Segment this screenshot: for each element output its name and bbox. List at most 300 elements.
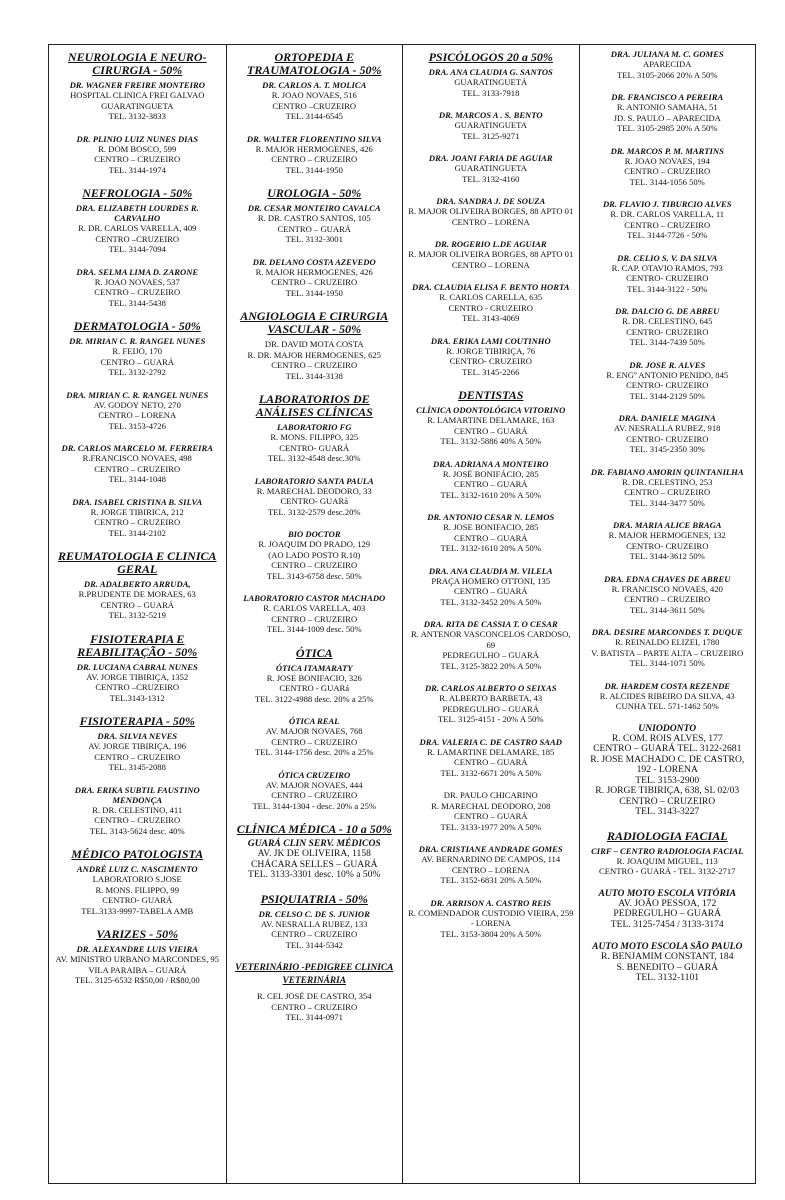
entry-line: R. DR. CELESTINO, 253: [622, 476, 713, 487]
entry-name: ÓTICA ITAMARATY: [275, 662, 353, 673]
entry-name: DRA. DANIELE MAGINA: [618, 413, 716, 423]
entry-line: CENTRO – CRUZEIRO: [94, 287, 181, 297]
entry-line: R. COM. ROIS ALVES, 177: [611, 732, 723, 744]
entry-name: DR. HARDEM COSTA REZENDE: [604, 680, 731, 691]
entry-name: DR. JOSE R. ALVES: [629, 359, 706, 370]
entry-line: LABORATORIO S.JOSE: [92, 874, 182, 884]
entry-line: CENTRO- GUARÁ: [102, 895, 173, 905]
directory-sheet: [48, 44, 756, 1184]
entry-line: TEL. 3144-2129 50%: [629, 390, 705, 401]
section-heading: DERMATOLOGIA - 50%: [73, 319, 201, 333]
entry-line: PEDREGULHO – GUARÁ: [613, 908, 722, 919]
entry-line: CENTRO – CRUZEIRO: [271, 560, 358, 570]
section-heading: VETERINÁRIO -PEDIGREE CLINICA VETERINÁRIA: [235, 963, 394, 986]
entry-line: TEL. 3132-1610 20% A 50%: [440, 489, 541, 500]
entry-name: DR. CELIO S. V. DA SILVA: [617, 252, 718, 263]
entry-name: DRA. SILVIA NEVES: [97, 731, 178, 741]
entry-line: CENTRO- CRUZEIRO: [626, 433, 709, 444]
directory-entry: [230, 770, 400, 812]
entry-line: TEL. 3133-7918: [462, 87, 520, 98]
column-2: [226, 45, 403, 1183]
entry-line: TEL. 3105-2066 20% A 50%: [617, 69, 718, 80]
entry-line: CENTRO – LORENA: [451, 259, 530, 270]
directory-entry: [52, 267, 223, 309]
entry-line: TEL. 3144-3477 50%: [629, 497, 705, 508]
entry-line: AV. NESRALLA RUBEZ, 918: [614, 423, 721, 433]
entry-name: DR. FABIANO AMORIN QUINTANILHA: [590, 466, 744, 477]
entry-line: CENTRO- CRUZEIRO: [626, 380, 709, 390]
directory-entry: [583, 467, 753, 509]
entry-name: DR. ALEXANDRE LUIS VIEIRA: [76, 944, 198, 954]
entry-name: DR. CESAR MONTEIRO CAVALCA: [247, 203, 381, 213]
entry-line: TEL. 3144-0971: [285, 1012, 343, 1022]
entry-name: DRA. ANA CLAUDIA M. VILELA: [428, 565, 553, 576]
entry-name: DR. ROGERIO L.DE AGUIAR: [434, 239, 547, 249]
directory-entry: [230, 203, 400, 245]
entry-line: CENTRO – CRUZEIRO: [624, 487, 711, 497]
entry-line: CENTRO – LORENA: [98, 410, 177, 420]
entry-line: TEL. 3133-3301 desc. 10% a 50%: [248, 869, 381, 880]
entry-name: DR. FLAVIO J. TIBURCIO ALVES: [602, 199, 732, 209]
entry-line: TEL. 3122-4988 desc. 20% a 25%: [254, 693, 374, 704]
entry-line: TEL.3143-1312: [109, 692, 165, 703]
entry-name: DRA. ANA CLAUDIA G. SANTOS: [428, 67, 553, 77]
entry-line: TEL. 3144-5342: [285, 939, 343, 950]
directory-entry: [583, 306, 753, 348]
entry-line: R. JOSE BONIFACIO, 326: [266, 672, 362, 683]
entry-line: PEDREGULHO – GUARÁ: [442, 703, 539, 714]
entry-line: AV. JORGE TIBIRIÇA, 196: [88, 741, 187, 751]
entry-line: R. BENJAMIM CONSTANT, 184: [600, 951, 734, 962]
directory-entry: [406, 239, 576, 270]
entry-line: CENTRO – GUARÁ TEL. 3122-2681: [593, 743, 742, 754]
entry-line: CENTRO –CRUZEIRO: [95, 682, 180, 692]
entry-line: TEL. 3132-3452 20% A 50%: [440, 596, 541, 607]
entry-line: CENTRO – CRUZEIRO: [271, 360, 358, 370]
entry-line: R. DR. MAJOR HERMOGENES, 625: [247, 349, 381, 360]
entry-line: CENTRO – CRUZEIRO: [271, 736, 358, 747]
entry-line: R. JOSÉ BONIFÁCIO, 285: [442, 468, 539, 479]
directory-entry: [583, 253, 753, 295]
directory-entry: [230, 663, 400, 705]
directory-entry: [230, 339, 400, 381]
entry-line: R.PRUDENTE DE MORAES, 63: [78, 589, 196, 599]
entry-line: TEL. 3132-2792: [108, 367, 166, 377]
entry-line: TEL. 3132-3833: [108, 111, 166, 121]
entry-line: APARECIDA: [643, 59, 692, 69]
directory-entry: [583, 360, 753, 402]
entry-line: TEL. 3144-1056 50%: [629, 176, 705, 187]
directory-entry: [52, 785, 223, 837]
entry-line: R. JOAQUIM DO PRADO, 129: [258, 539, 371, 549]
directory-entry: [406, 737, 576, 779]
directory-entry: [406, 405, 576, 447]
column-4: [579, 45, 756, 1183]
entry-line: AV. MAJOR NOVAES, 444: [265, 779, 363, 790]
entry-line: TEL. 3125-9271: [462, 130, 520, 141]
entry-line: CENTRO – CRUZEIRO: [271, 277, 358, 287]
entry-line: R. DR. CELESTINO, 645: [622, 316, 713, 326]
entry-name: DRA. SELMA LIMA D. ZARONE: [76, 266, 199, 277]
directory-entry: [230, 134, 400, 176]
entry-line: GUARATINGUETA: [454, 163, 527, 173]
entry-line: TEL. 3144-5438: [108, 297, 166, 308]
entry-line: AV. GODOY NETO, 270: [93, 399, 181, 410]
entry-line: TEL. 3144-3611 50%: [629, 604, 705, 615]
entry-line: R. JOSE BONIFACIO, 285: [443, 522, 539, 532]
entry-name: DRA. DESIRE MARCONDES T. DUQUE: [591, 627, 743, 637]
entry-line: R. FRANCISCO NOVAES, 420: [611, 583, 723, 594]
entry-line: R. CEL JOSÉ DE CASTRO, 354: [256, 991, 372, 1001]
directory-entry: [406, 459, 576, 501]
entry-line: VILA PARAIBA – GUARÁ: [88, 964, 187, 975]
entry-line: R. DOM BOSCO, 599: [98, 143, 177, 154]
entry-line: R. DR. CARLOS VARELLA, 11: [610, 209, 725, 219]
section-heading: FISIOTERAPIA E REABILITAÇÃO - 50%: [77, 631, 198, 659]
entry-line: TEL. 3143-6758 desc. 50%: [266, 570, 362, 581]
entry-line: R. MARECHAL DEODORO, 208: [431, 800, 551, 811]
entry-line: CENTRO – CRUZEIRO: [94, 463, 181, 474]
entry-line: R. ALBERTO BARBETA, 43: [439, 693, 543, 703]
section-heading: MÉDICO PATOLOGISTA: [71, 847, 204, 861]
entry-line: R. ANTONIO SAMAHA, 51: [616, 102, 718, 112]
entry-line: CENTRO – CRUZEIRO: [271, 790, 358, 800]
entry-line: CENTRO- GUARÁ: [279, 442, 350, 453]
section-heading: VARIZES - 50%: [96, 927, 179, 941]
directory-entry: [52, 731, 223, 773]
entry-line: CENTRO - GUARá: [279, 683, 350, 693]
entry-line: TEL. 3132-5219: [108, 610, 166, 620]
directory-entry: [583, 146, 753, 188]
entry-line: TEL. 3143-4069: [462, 313, 520, 323]
entry-line: TEL. 3144-3612 50%: [629, 551, 705, 561]
directory-entry: [406, 336, 576, 378]
entry-name: DRA. MARIA ALICE BRAGA: [612, 520, 722, 530]
directory-entry: [230, 476, 400, 518]
entry-line: CENTRO – CRUZEIRO: [94, 751, 181, 762]
entry-line: GUARATINGUETÁ: [454, 77, 528, 87]
entry-line: R. JORGE TIBIRIÇA, 76: [446, 345, 536, 356]
directory-entry: [52, 944, 223, 986]
entry-line: TEL. 3132-4160: [462, 173, 520, 184]
entry-line: CHÁCARA SELLES – GUARÁ: [250, 858, 378, 870]
directory-entry: [406, 196, 576, 227]
entry-line: CENTRO – CRUZEIRO: [619, 795, 716, 807]
entry-line: TEL. 3144-1048: [108, 474, 166, 484]
entry-line: TEL. 3144-7726 - 50%: [627, 230, 708, 240]
entry-line: R. LAMARTINE DELAMARE, 185: [427, 746, 555, 757]
entry-line: R. JOAO NOVAES, 537: [94, 276, 180, 287]
entry-line: TEL. 3105-2985 20% A 50%: [617, 123, 718, 133]
entry-name: DR. LUCIANA CABRAL NUNES: [76, 661, 198, 672]
entry-name: DRA. SANDRA J. DE SOUZA: [436, 196, 546, 206]
entry-line: R. CARLOS CARELLA, 635: [439, 292, 543, 302]
entry-line: CUNHA TEL. 571-1462 50%: [615, 701, 719, 711]
entry-line: CENTRO – CRUZEIRO: [271, 613, 358, 624]
entry-line: CENTRO- CRUZEIRO: [449, 356, 532, 366]
entry-name: DR. CARLOS A. T. MOLICA: [262, 80, 367, 90]
entry-name: UNIODONTO: [638, 722, 697, 734]
entry-name: DRA. CRISTIANE ANDRADE GOMES: [418, 844, 563, 854]
section-heading: DENTISTAS: [458, 388, 524, 402]
section-heading: PSIQUIATRIA - 50%: [260, 891, 368, 906]
entry-line: TEL. 3145-2350 30%: [629, 444, 705, 454]
entry-line: GUARATINGUETA: [101, 100, 174, 111]
entry-line: R. JOSE MACHADO C. DE CASTRO, 192 - LORENA: [590, 753, 745, 775]
entry-line: CENTRO – LORENA: [451, 216, 530, 227]
entry-line: CENTRO – CRUZEIRO: [271, 929, 358, 939]
directory-entry: [230, 529, 400, 581]
entry-line: CENTRO – GUARÁ: [453, 586, 528, 596]
entry-line: CENTRO- CRUZEIRO: [626, 540, 709, 551]
section-heading: PSICÓLOGOS 20 a 50%: [428, 50, 553, 64]
directory-entry: [406, 844, 576, 886]
directory-entry: [406, 282, 576, 324]
entry-line: CENTRO – CRUZEIRO: [94, 815, 181, 825]
directory-entry: [230, 839, 400, 881]
directory-entry: [406, 153, 576, 184]
entry-line: R. MAJOR OLIVEIRA BORGES, 88 APTO 01: [408, 249, 574, 259]
entry-line: CENTRO – GUARÁ: [453, 811, 528, 821]
entry-line: R.FRANCISCO NOVAES, 498: [82, 453, 192, 463]
entry-line: TEL. 3132-1101: [635, 972, 700, 983]
entry-name: DR. CARLOS ALBERTO O SEIXAS: [424, 683, 557, 693]
directory-entry: [583, 49, 753, 80]
entry-line: TEL. 3132-2579 desc.20%: [267, 506, 361, 517]
entry-name: ANDRÉ LUIZ C. NASCIMENTO: [76, 864, 198, 874]
directory-entry: [583, 846, 753, 877]
entry-name: DRA. VALERIA C. DE CASTRO SAAD: [419, 736, 562, 747]
entry-line: TEL. 3153-4726: [108, 420, 166, 431]
entry-line: CENTRO – CRUZEIRO: [624, 594, 711, 604]
entry-name: DRA. ERIKA SUBTIL FAUSTINO MENDONÇA: [74, 784, 200, 805]
entry-line: TEL. 3132-6671 20% A 50%: [440, 767, 541, 778]
entry-name: AUTO MOTO ESCOLA VITÓRIA: [598, 887, 736, 899]
entry-name: CLÍNICA ODONTOLÓGICA VITORINO: [416, 405, 566, 415]
entry-line: R. ALCIDES RIBEIRO DA SILVA, 43: [599, 690, 735, 701]
entry-line: PEDREGULHO – GUARÁ: [442, 650, 539, 660]
entry-line: CENTRO – GUARÁ: [453, 532, 528, 543]
entry-line: CENTRO – CRUZEIRO: [94, 517, 181, 527]
entry-name: DR. DELANO COSTA AZEVEDO: [252, 256, 376, 267]
entry-line: CENTRO – GUARÁ: [453, 757, 528, 767]
entry-line: TEL. 3144-6545: [285, 111, 343, 121]
entry-line: TEL. 3144-1950: [285, 164, 343, 175]
entry-line: CENTRO- CRUZEIRO: [626, 273, 709, 283]
entry-line: CENTRO – CRUZEIRO: [624, 166, 711, 176]
entry-line: R. JOAQUIM MIGUEL, 113: [616, 855, 718, 866]
entry-line: (AO LADO POSTO R.10): [268, 549, 361, 560]
entry-line: TEL. 3153-3804 20% A 50%: [440, 928, 541, 939]
directory-entry: [406, 67, 576, 98]
entry-name: ÓTICA CRUZEIRO: [278, 769, 351, 780]
entry-line: R. JORGE TIBIRICA, 212: [90, 506, 184, 517]
entry-name: DR. ARRISON A. CASTRO REIS: [430, 897, 552, 908]
entry-name: DR. DALCIO G. DE ABREU: [615, 306, 720, 316]
section-heading: NEFROLOGIA - 50%: [82, 186, 193, 200]
directory-entry: [406, 898, 576, 940]
directory-entry: [52, 390, 223, 432]
entry-line: AV. JORGE TIBIRIÇA, 1352: [86, 671, 189, 682]
directory-entry: [583, 413, 753, 455]
entry-line: PRAÇA HOMERO OTTONI, 135: [431, 575, 551, 586]
section-heading: LABORATORIOS DE ANÁLISES CLÍNICAS: [255, 392, 373, 419]
entry-line: TEL. 3145-2266: [462, 366, 520, 377]
entry-line: TEL. 3133-1977 20% A 50%: [440, 821, 541, 832]
entry-line: TEL. 3132-3001: [285, 234, 343, 244]
entry-line: R. DR. CASTRO SANTOS, 105: [257, 213, 371, 223]
directory-entry: [583, 627, 753, 669]
entry-line: TEL. 3144-1304 - desc. 20% a 25%: [252, 800, 377, 811]
entry-line: AV. BERNARDINO DE CAMPOS, 114: [421, 854, 561, 864]
entry-line: AV. MINISTRO URBANO MARCONDES, 95: [55, 954, 219, 964]
entry-line: AV. NESRALLA RUBEZ, 133: [261, 918, 368, 929]
entry-line: CENTRO – GUARÁ: [277, 223, 352, 234]
entry-line: CENTRO – LORENA: [451, 864, 530, 875]
entry-line: R. JOAO NOVAES, 194: [624, 155, 710, 166]
entry-name: DR. MARCOS A . S. BENTO: [438, 110, 543, 120]
entry-name: LABORATORIO SANTA PAULA: [254, 475, 374, 486]
entry-line: TEL. 3144-1974: [108, 164, 166, 175]
entry-line: CENTRO – CRUZEIRO: [271, 154, 358, 164]
directory-entry: [52, 80, 223, 122]
section-heading: RADIOLOGIA FACIAL: [606, 828, 728, 843]
entry-line: TEL. 3145-2088: [108, 762, 166, 772]
entry-line: TEL. 3144-3122 - 50%: [627, 283, 708, 294]
entry-name: DR. ANTONIO CESAR N. LEMOS: [427, 512, 555, 522]
entry-name: LABORATORIO FG: [276, 422, 352, 432]
directory-entry: [230, 991, 400, 1023]
entry-line: TEL. 3125-6532 R$50,00 / R$80,00: [74, 975, 200, 985]
directory-entry: [230, 593, 400, 635]
directory-entry: [230, 909, 400, 951]
entry-name: DRA. JOANI FARIA DE AGUIAR: [428, 153, 553, 163]
entry-line: R. CARLOS VARELLA, 403: [263, 603, 366, 613]
directory-entry: [583, 92, 753, 134]
entry-name: BIO DOCTOR: [287, 529, 341, 539]
entry-line: R. ENGº ANTONIO PENIDO, 845: [606, 369, 729, 380]
directory-entry: [230, 257, 400, 299]
directory-entry: [52, 134, 223, 176]
directory-entry: [406, 619, 576, 671]
entry-line: TEL. 3125-3822 20% A 50%: [440, 660, 541, 671]
entry-name: DRA. ADRIANA A MONTEIRO: [433, 458, 549, 469]
entry-line: R. JOAO NOVAES, 516: [271, 90, 357, 100]
entry-line: R. MONS. FILIPPO, 99: [95, 884, 180, 895]
entry-line: R. FEIJO, 170: [112, 346, 163, 356]
entry-line: TEL. 3132-5886 40% A 50%: [440, 436, 541, 446]
entry-name: DRA. JULIANA M. C. GOMES: [610, 49, 724, 59]
entry-line: CENTRO – GUARÁ: [100, 356, 175, 367]
entry-line: CENTRO- CRUZEIRO: [626, 326, 709, 337]
entry-name: DRA. CLAUDIA ELISA F. BENTO HORTA: [411, 282, 570, 292]
entry-line: HOSPITAL CLINICA FREI GALVAO: [70, 90, 205, 100]
entry-line: GUARATINGUETA: [454, 120, 527, 130]
entry-line: R. DR. CARLOS VARELLA, 409: [78, 223, 197, 233]
entry-line: AV. JOÃO PESSOA, 172: [618, 897, 717, 909]
entry-line: TEL. 3125-7454 / 3133-3174: [610, 918, 724, 930]
directory-entry: [230, 80, 400, 122]
column-3: [402, 45, 579, 1183]
directory-entry: [406, 110, 576, 141]
entry-line: R. LAMARTINE DELAMARE, 163: [427, 415, 555, 425]
entry-line: S. BENEDITO – GUARÁ: [616, 961, 719, 973]
section-heading: FISIOTERAPIA - 50%: [79, 714, 195, 728]
directory-entry: [52, 579, 223, 621]
directory-entry: [583, 199, 753, 241]
directory-entry: [406, 566, 576, 608]
entry-name: ÓTICA REAL: [289, 716, 340, 726]
entry-line: AV. MAJOR NOVAES, 768: [265, 726, 363, 736]
section-heading: UROLOGIA - 50%: [267, 186, 362, 200]
entry-name: DRA. ELIZABETH LOURDES R. CARVALHO: [75, 203, 199, 223]
entry-name: LABORATORIO CASTOR MACHADO: [243, 593, 386, 603]
entry-line: TEL. 3144-2102: [108, 527, 166, 538]
directory-entry: [583, 574, 753, 616]
entry-name: AUTO MOTO ESCOLA SÃO PAULO: [592, 941, 743, 952]
entry-line: CENTRO- GUARá: [280, 496, 349, 506]
column-1: [49, 45, 226, 1183]
entry-line: CENTRO – CRUZEIRO: [271, 1001, 358, 1012]
entry-line: R. REINALDO ELIZEI, 1780: [615, 637, 720, 647]
entry-line: R. MARECHAL DEODORO, 33: [256, 485, 372, 496]
directory-entry: [52, 336, 223, 378]
entry-line: DR. PAULO CHICARINO: [443, 790, 538, 800]
directory-entry: [406, 512, 576, 554]
section-heading: ORTOPEDIA E TRAUMATOLOGIA - 50%: [247, 50, 382, 77]
entry-line: R. MONS. FILIPPO, 325: [270, 432, 359, 442]
entry-line: CENTRO - GUARÁ - TEL. 3132-2717: [599, 866, 736, 876]
entry-line: TEL. 3132-4548 desc.30%: [267, 453, 361, 463]
entry-name: DR. ADALBERTO ARRUDA,: [83, 579, 191, 589]
entry-name: DR. MARCOS P. M. MARTINS: [610, 145, 724, 156]
entry-line: CENTRO – GUARÁ: [453, 479, 528, 489]
directory-entry: [230, 716, 400, 758]
entry-name: DRA. ISABEL CRISTINA B. SILVA: [72, 496, 203, 507]
entry-line: TEL. 3132-1610 20% A 50%: [440, 543, 541, 553]
entry-name: GUARÁ CLIN SERV. MÉDICOS: [247, 838, 381, 849]
entry-line: TEL. 3153-2900: [635, 774, 700, 786]
directory-entry: [406, 683, 576, 725]
entry-line: TEL.3133-9997-TABELA AMB: [81, 905, 194, 916]
entry-line: JD. S. PAULO – APARECIDA: [613, 112, 721, 123]
entry-line: TEL. 3143-5624 desc. 40%: [89, 825, 185, 836]
directory-entry: [583, 724, 753, 818]
entry-line: R. MAJOR HERMOGENES, 426: [255, 143, 373, 154]
entry-line: CENTRO – GUARÁ: [100, 599, 175, 610]
directory-entry: [52, 203, 223, 255]
entry-line: TEL. 3144-7094: [108, 244, 166, 254]
directory-entry: [52, 443, 223, 485]
entry-line: TEL. 3144-1950: [285, 287, 343, 298]
entry-name: DR. WALTER FLORENTINO SILVA: [246, 133, 382, 144]
entry-line: R. CAP. OTAVIO RAMOS, 793: [611, 262, 723, 273]
entry-line: CENTRO –CRUZEIRO: [95, 233, 180, 244]
directory-entry: [583, 889, 753, 931]
entry-line: R. MAJOR OLIVEIRA BORGES, 88 APTO 01: [408, 206, 574, 216]
entry-line: TEL. 3144-3138: [285, 370, 343, 381]
entry-line: AV. JK DE OLIVEIRA, 1158: [257, 848, 371, 859]
entry-line: TEL. 3152-6831 20% A 50%: [440, 875, 541, 885]
entry-name: DRA. RITA DE CASSIA T. O CESAR: [423, 619, 558, 629]
entry-line: CENTRO – GUARÁ: [453, 425, 528, 436]
entry-name: DRA. MIRIAN C. R. RANGEL NUNES: [66, 389, 209, 400]
section-heading: REUMATOLOGIA E CLINICA GERAL: [58, 549, 217, 576]
entry-name: DR. MIRIAN C. R. RANGEL NUNES: [69, 336, 206, 346]
directory-entry: [52, 662, 223, 704]
entry-line: TEL. 3144-1009 desc. 50%: [266, 624, 362, 634]
entry-line: R. JORGE TIBIRIÇA, 638, SL 02/03: [595, 785, 740, 796]
